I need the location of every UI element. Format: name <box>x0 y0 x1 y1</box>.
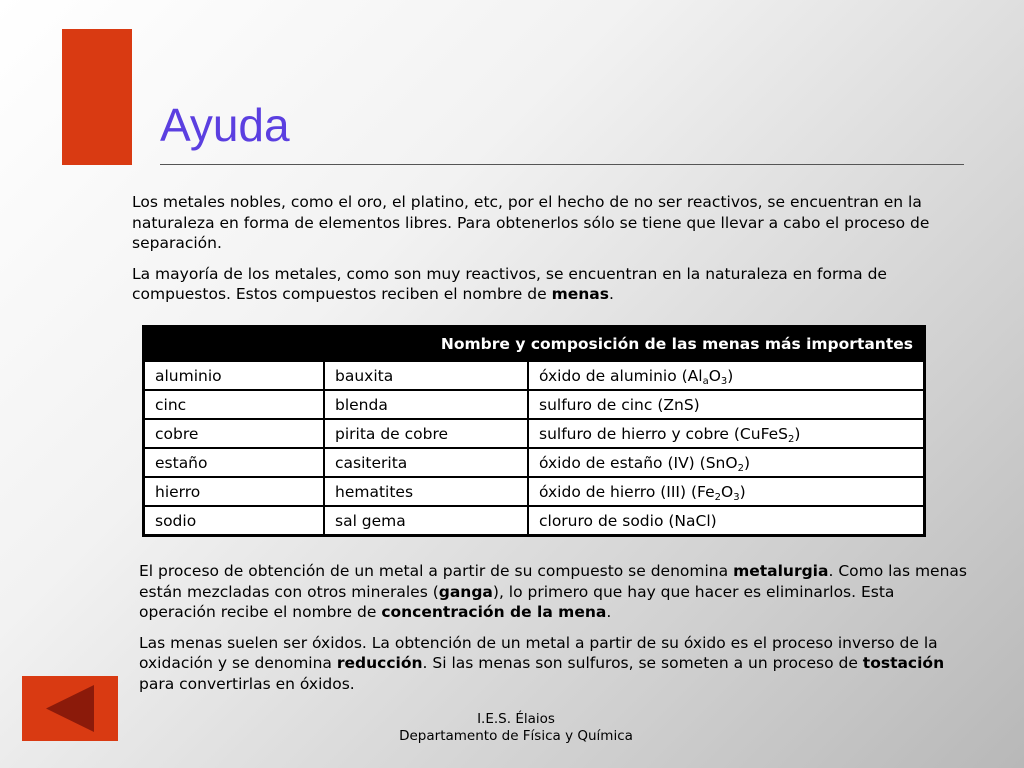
outro-paragraph-1 <box>139 561 969 623</box>
metal-cell: estaño <box>144 448 325 477</box>
table-row <box>144 390 925 419</box>
outro-text-segment: Las menas suelen ser óxidos. La obtención de un metal a partir de su óxido es el proceso inverso de la oxidación y se denomina <box>139 633 938 672</box>
outro-text-segment: . <box>606 603 612 621</box>
ore-cell: sal gema <box>324 506 528 536</box>
subscript: 3 <box>733 491 740 503</box>
table-row <box>144 506 925 536</box>
outro-text <box>139 561 969 704</box>
subscript: 2 <box>788 433 795 445</box>
table-row <box>144 419 925 448</box>
composition-text: óxido de estaño (IV) (SnO <box>539 453 738 472</box>
outro-text-segment: . Si las menas son sulfuros, se someten a un proceso de <box>422 654 863 672</box>
subscript: 2 <box>714 491 722 503</box>
outro-text-segment: El proceso de obtención de un metal a partir de su compuesto se denomina <box>139 562 734 580</box>
subscript: 3 <box>720 375 728 387</box>
ore-cell: hematites <box>324 477 528 506</box>
table-header-row <box>144 327 925 362</box>
table-header: Nombre y composición de las menas más importantes <box>144 327 925 362</box>
ore-cell: blenda <box>324 390 528 419</box>
term-ganga: ganga <box>438 582 493 601</box>
back-button[interactable] <box>22 676 118 741</box>
composition-cell: cloruro de sodio (NaCl) <box>528 506 925 536</box>
outro-text-segment: . Como las menas están mezcladas con otros minerales ( <box>139 562 967 601</box>
intro-paragraph-1: Los metales nobles, como el oro, el platino, etc, por el hecho de no ser reactivos, se encuentran en la naturaleza en forma de elementos libres. Para obtenerlos sólo se tiene que llevar a cabo el proceso de separación. <box>132 193 930 252</box>
composition-text: óxido de hierro (III) (Fe <box>539 482 715 501</box>
title-divider <box>160 164 964 165</box>
ores-table <box>142 325 926 537</box>
ore-cell: bauxita <box>324 361 528 390</box>
term-reduccion: reducción <box>336 654 423 672</box>
composition-text: ) <box>794 424 801 443</box>
composition-text: óxido de aluminio (Al <box>539 366 703 385</box>
composition-text: ) <box>743 453 751 472</box>
table-row <box>144 477 925 506</box>
term-menas: menas <box>551 285 609 303</box>
metal-cell: cobre <box>144 419 325 448</box>
outro-text-segment: ), lo primero que hay que hacer es eliminarlos. Esta operación recibe el nombre de <box>139 582 895 621</box>
composition-text: O <box>721 482 734 501</box>
term-concentracion: concentración de la mena <box>381 603 607 621</box>
composition-text: ) <box>727 366 734 385</box>
ore-cell: pirita de cobre <box>324 419 528 448</box>
metal-cell: aluminio <box>144 361 325 390</box>
back-arrow-icon <box>44 684 96 733</box>
ore-cell: casiterita <box>324 448 528 477</box>
composition-text: ) <box>739 482 746 501</box>
composition-cell <box>528 448 925 477</box>
metal-cell: cinc <box>144 390 325 419</box>
metal-cell: sodio <box>144 506 325 536</box>
intro-text <box>132 192 952 315</box>
outro-paragraph-2 <box>139 633 969 695</box>
composition-cell <box>528 361 925 390</box>
composition-cell <box>528 419 925 448</box>
metal-cell: hierro <box>144 477 325 506</box>
term-tostacion: tostación <box>862 654 945 672</box>
footer-school: I.E.S. Élaios <box>477 711 555 727</box>
accent-bar <box>62 29 132 165</box>
composition-text: O <box>708 366 721 385</box>
table-row <box>144 361 925 390</box>
table-row <box>144 448 925 477</box>
composition-text: sulfuro de hierro y cobre (CuFeS <box>539 424 789 443</box>
intro-paragraph-2 <box>132 264 952 305</box>
intro-p2-text: La mayoría de los metales, como son muy reactivos, se encuentran en la naturaleza en forma de compuestos. Estos compuestos reciben el nombre de <box>132 264 887 303</box>
slide-title: Ayuda <box>160 99 290 151</box>
composition-cell <box>528 477 925 506</box>
footer <box>366 711 666 745</box>
term-metalurgia: metalurgia <box>733 562 829 580</box>
subscript: a <box>702 375 709 387</box>
composition-cell: sulfuro de cinc (ZnS) <box>528 390 925 419</box>
footer-department: Departamento de Física y Química <box>399 728 633 744</box>
intro-p2-end: . <box>608 285 614 303</box>
outro-text-segment: para convertirlas en óxidos. <box>139 674 355 693</box>
subscript: 2 <box>737 462 744 474</box>
